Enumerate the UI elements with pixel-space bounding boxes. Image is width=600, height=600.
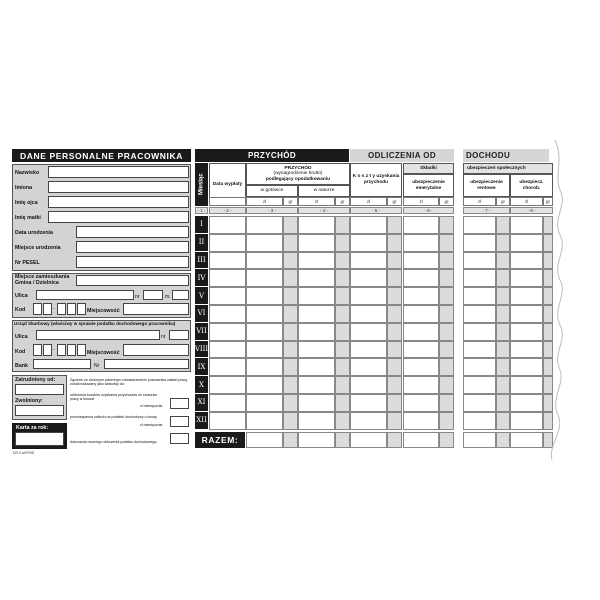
table-cell[interactable] bbox=[209, 323, 246, 341]
table-cell[interactable] bbox=[403, 412, 439, 430]
table-cell[interactable] bbox=[350, 269, 387, 287]
month-label: VIII bbox=[195, 341, 208, 358]
table-cell[interactable] bbox=[350, 287, 387, 305]
torn-edge bbox=[530, 140, 600, 460]
table-cell[interactable] bbox=[298, 234, 335, 252]
tax-postal-d2[interactable] bbox=[43, 344, 52, 356]
table-cell[interactable] bbox=[209, 376, 246, 394]
col-number-7: - 7 - bbox=[463, 207, 510, 214]
table-cell[interactable] bbox=[246, 341, 283, 359]
table-cell[interactable] bbox=[209, 341, 246, 359]
hired-field[interactable] bbox=[15, 384, 64, 395]
table-cell[interactable] bbox=[246, 376, 283, 394]
table-cell[interactable] bbox=[350, 252, 387, 270]
month-label: XII bbox=[195, 412, 208, 429]
income-header-line1: PRZYCHÓD bbox=[284, 165, 312, 171]
col-number-6: - 6 - bbox=[403, 207, 454, 214]
table-cell[interactable] bbox=[387, 305, 402, 323]
card-year-label: Karta za rok: bbox=[16, 425, 49, 431]
table-cell[interactable] bbox=[335, 287, 350, 305]
personal-field-input[interactable] bbox=[48, 181, 189, 193]
tax-postal-code-label: Kod bbox=[15, 349, 26, 355]
table-cell[interactable] bbox=[209, 216, 246, 234]
month-label: III bbox=[195, 252, 208, 269]
unit-zl: zł bbox=[298, 197, 335, 206]
table-cell[interactable] bbox=[463, 358, 496, 376]
postal-code-d2[interactable] bbox=[43, 303, 52, 315]
table-cell[interactable] bbox=[283, 252, 298, 270]
table-cell[interactable] bbox=[439, 323, 454, 341]
table-cell[interactable] bbox=[209, 358, 246, 376]
table-cell[interactable] bbox=[496, 252, 510, 270]
table-cell[interactable] bbox=[209, 412, 246, 430]
card-year-field[interactable] bbox=[15, 432, 64, 446]
table-cell[interactable] bbox=[439, 234, 454, 252]
table-cell[interactable] bbox=[387, 287, 402, 305]
postal-code-d5[interactable] bbox=[77, 303, 86, 315]
disability-header: ubezpieczenie rentowe bbox=[463, 174, 510, 197]
form-code: DR-3 a/KP/08 bbox=[13, 451, 34, 455]
tax-postal-dash: - bbox=[53, 347, 55, 353]
table-cell[interactable] bbox=[298, 269, 335, 287]
personal-field-label: Data urodzenia bbox=[15, 230, 53, 236]
table-cell[interactable] bbox=[246, 234, 283, 252]
table-cell[interactable] bbox=[350, 341, 387, 359]
total-cell[interactable] bbox=[246, 432, 283, 448]
table-cell[interactable] bbox=[246, 287, 283, 305]
address-heading-1: Miejsce zamieszkania bbox=[15, 274, 70, 280]
razem-label: RAZEM: bbox=[195, 432, 245, 448]
table-cell[interactable] bbox=[283, 412, 298, 430]
hired-label: Zatrudniony od: bbox=[15, 377, 56, 383]
month-label: V bbox=[195, 287, 208, 304]
declaration-3-checkbox[interactable] bbox=[170, 416, 189, 427]
declaration-2-suffix: zł miesięcznie, bbox=[140, 404, 164, 408]
table-cell[interactable] bbox=[298, 252, 335, 270]
declaration-1: Zgodnie ze złożonym pisemnym oświadczeniem pracownika zakład pracy został wskazany jako właściwy do: bbox=[70, 378, 188, 387]
tax-office-heading: Urząd Skarbowy (właściwy w sprawie podatku dochodowego pracownika) bbox=[14, 321, 176, 326]
table-cell[interactable] bbox=[496, 341, 510, 359]
total-cell[interactable] bbox=[463, 432, 496, 448]
table-cell[interactable] bbox=[335, 269, 350, 287]
col-number-5: - 5 - bbox=[350, 207, 402, 214]
table-cell[interactable] bbox=[335, 252, 350, 270]
table-cell[interactable] bbox=[335, 376, 350, 394]
table-cell[interactable] bbox=[350, 216, 387, 234]
street-field[interactable] bbox=[36, 290, 134, 300]
table-cell[interactable] bbox=[403, 216, 439, 234]
table-cell[interactable] bbox=[283, 305, 298, 323]
personal-field-label: Imię matki bbox=[15, 215, 41, 221]
table-cell[interactable] bbox=[350, 394, 387, 412]
table-cell[interactable] bbox=[403, 376, 439, 394]
city-label: Miejscowość bbox=[87, 308, 120, 314]
total-cell[interactable] bbox=[283, 432, 298, 448]
table-cell[interactable] bbox=[335, 358, 350, 376]
month-label: II bbox=[195, 234, 208, 251]
table-cell[interactable] bbox=[335, 234, 350, 252]
table-cell[interactable] bbox=[209, 394, 246, 412]
table-cell[interactable] bbox=[283, 216, 298, 234]
tax-nr-field[interactable] bbox=[169, 330, 189, 340]
social-insurance-header: ubezpieczeń społecznych bbox=[463, 163, 553, 174]
month-label: IX bbox=[195, 358, 208, 375]
table-cell[interactable] bbox=[387, 234, 402, 252]
table-cell[interactable] bbox=[387, 394, 402, 412]
table-cell[interactable] bbox=[209, 305, 246, 323]
contributions-header: Składki bbox=[403, 163, 454, 174]
table-cell[interactable] bbox=[463, 341, 496, 359]
table-cell[interactable] bbox=[463, 216, 496, 234]
postal-code-d4[interactable] bbox=[67, 303, 76, 315]
house-nr-label: nr bbox=[135, 294, 140, 300]
table-cell[interactable] bbox=[350, 376, 387, 394]
table-cell[interactable] bbox=[439, 341, 454, 359]
flat-field[interactable] bbox=[172, 290, 189, 300]
personal-data-title: DANE PERSONALNE PRACOWNIKA bbox=[12, 149, 191, 162]
table-cell[interactable] bbox=[246, 269, 283, 287]
month-label: IV bbox=[195, 269, 208, 286]
table-cell[interactable] bbox=[209, 234, 246, 252]
table-cell[interactable] bbox=[439, 412, 454, 430]
table-cell[interactable] bbox=[403, 394, 439, 412]
tax-postal-d5[interactable] bbox=[77, 344, 86, 356]
declaration-2: odliczenia kosztów uzyskania przychodów ze stosunku pracy w kwocie bbox=[70, 393, 158, 402]
table-cell[interactable] bbox=[283, 394, 298, 412]
unit-gr: gr bbox=[283, 197, 298, 206]
table-cell[interactable] bbox=[403, 358, 439, 376]
table-cell[interactable] bbox=[246, 252, 283, 270]
postal-code-label: Kod bbox=[15, 307, 26, 313]
unit-zl: zł bbox=[246, 197, 283, 206]
bank-field[interactable] bbox=[33, 359, 91, 369]
table-cell[interactable] bbox=[439, 376, 454, 394]
table-cell[interactable] bbox=[439, 394, 454, 412]
month-header: Miesiąc bbox=[195, 163, 208, 206]
bank-label: Bank bbox=[15, 363, 28, 369]
table-cell[interactable] bbox=[209, 287, 246, 305]
cash-header: w gotówce bbox=[246, 185, 298, 197]
table-cell[interactable] bbox=[298, 216, 335, 234]
city-field[interactable] bbox=[123, 303, 189, 315]
postal-code-dash: - bbox=[53, 306, 55, 312]
total-cell[interactable] bbox=[496, 432, 510, 448]
table-cell[interactable] bbox=[298, 358, 335, 376]
table-cell[interactable] bbox=[246, 412, 283, 430]
costs-header: K o s z t y uzyskania przychodu bbox=[350, 163, 402, 197]
total-cell[interactable] bbox=[350, 432, 387, 448]
table-cell[interactable] bbox=[283, 376, 298, 394]
bank-nr-label: Nr bbox=[94, 363, 100, 369]
col-number-4: - 4 - bbox=[298, 207, 350, 214]
total-cell[interactable] bbox=[403, 432, 439, 448]
unit-zl: zł bbox=[350, 197, 387, 206]
unit-cell bbox=[209, 197, 246, 206]
total-cell[interactable] bbox=[335, 432, 350, 448]
table-cell[interactable] bbox=[335, 394, 350, 412]
personal-field-input[interactable] bbox=[48, 211, 189, 223]
personal-field-input[interactable] bbox=[76, 226, 189, 238]
month-label: VI bbox=[195, 305, 208, 322]
table-cell[interactable] bbox=[439, 216, 454, 234]
table-cell[interactable] bbox=[403, 269, 439, 287]
tax-nr-label: nr bbox=[161, 334, 166, 340]
table-cell[interactable] bbox=[463, 376, 496, 394]
table-cell[interactable] bbox=[387, 269, 402, 287]
table-cell[interactable] bbox=[298, 287, 335, 305]
table-cell[interactable] bbox=[403, 305, 439, 323]
personal-field-label: Imiona bbox=[15, 185, 33, 191]
table-cell[interactable] bbox=[387, 341, 402, 359]
table-cell[interactable] bbox=[496, 376, 510, 394]
declaration-3-suffix: zł miesięcznie, bbox=[140, 423, 164, 427]
table-cell[interactable] bbox=[298, 394, 335, 412]
table-cell[interactable] bbox=[335, 412, 350, 430]
declaration-3: pomniejszenia zaliczki na podatek dochodowy o kwotę bbox=[70, 415, 157, 419]
tax-postal-d1[interactable] bbox=[33, 344, 42, 356]
bank-account-field[interactable] bbox=[104, 359, 189, 369]
przychod-header: PRZYCHÓD bbox=[195, 149, 349, 162]
income-header-line3: podlegający opodatkowaniu bbox=[265, 176, 331, 182]
table-cell[interactable] bbox=[246, 323, 283, 341]
table-cell[interactable] bbox=[246, 305, 283, 323]
house-nr-field[interactable] bbox=[143, 290, 163, 300]
table-cell[interactable] bbox=[496, 287, 510, 305]
table-cell[interactable] bbox=[335, 341, 350, 359]
personal-field-label: Nazwisko bbox=[15, 170, 40, 176]
postal-code-d1[interactable] bbox=[33, 303, 42, 315]
table-cell[interactable] bbox=[335, 216, 350, 234]
table-cell[interactable] bbox=[387, 358, 402, 376]
month-label: XI bbox=[195, 394, 208, 411]
unit-zl: zł bbox=[463, 197, 496, 206]
declaration-2-checkbox[interactable] bbox=[170, 398, 189, 409]
unit-zl: zł bbox=[510, 197, 543, 206]
payment-date-header: Data wypłaty bbox=[209, 163, 246, 206]
fired-field[interactable] bbox=[15, 405, 64, 416]
pension-header: ubezpieczenie emerytalne bbox=[403, 174, 454, 197]
total-cell[interactable] bbox=[387, 432, 402, 448]
personal-field-label: Nr PESEL bbox=[15, 260, 40, 266]
address-heading-2: Gmina / Dzielnica bbox=[15, 280, 59, 286]
table-cell[interactable] bbox=[387, 412, 402, 430]
income-header-line2: (wynagrodzenie brutto) bbox=[273, 171, 323, 177]
table-cell[interactable] bbox=[350, 305, 387, 323]
flat-label: m. bbox=[165, 294, 171, 300]
table-cell[interactable] bbox=[439, 252, 454, 270]
dochodu-header: DOCHODU bbox=[463, 149, 549, 162]
unit-gr: gr bbox=[335, 197, 350, 206]
unit-zl: zł bbox=[403, 197, 439, 206]
table-cell[interactable] bbox=[283, 323, 298, 341]
odliczenia-header: ODLICZENIA OD bbox=[350, 149, 454, 162]
col-number-3: - 3 - bbox=[246, 207, 298, 214]
income-header bbox=[246, 163, 350, 185]
tax-city-field[interactable] bbox=[123, 344, 189, 356]
table-cell[interactable] bbox=[246, 394, 283, 412]
table-cell[interactable] bbox=[283, 234, 298, 252]
col-number-8: - 8 - bbox=[510, 207, 553, 214]
table-cell[interactable] bbox=[463, 412, 496, 430]
table-cell[interactable] bbox=[209, 269, 246, 287]
table-cell[interactable] bbox=[439, 287, 454, 305]
table-cell[interactable] bbox=[298, 412, 335, 430]
total-cell[interactable] bbox=[298, 432, 335, 448]
table-cell[interactable] bbox=[463, 287, 496, 305]
tax-city-label: Miejscowość bbox=[87, 350, 120, 356]
tax-postal-d4[interactable] bbox=[67, 344, 76, 356]
personal-field-label: Imię ojca bbox=[15, 200, 38, 206]
table-cell[interactable] bbox=[403, 287, 439, 305]
table-cell[interactable] bbox=[496, 323, 510, 341]
table-cell[interactable] bbox=[387, 216, 402, 234]
table-cell[interactable] bbox=[403, 323, 439, 341]
table-cell[interactable] bbox=[463, 394, 496, 412]
col-number-1: - 1 - bbox=[195, 207, 208, 214]
postal-code-d3[interactable] bbox=[57, 303, 66, 315]
total-cell[interactable] bbox=[439, 432, 454, 448]
personal-field-input[interactable] bbox=[48, 166, 189, 178]
street-label: Ulica bbox=[15, 293, 28, 299]
month-label: I bbox=[195, 216, 208, 233]
table-cell[interactable] bbox=[298, 323, 335, 341]
table-cell[interactable] bbox=[439, 305, 454, 323]
table-cell[interactable] bbox=[335, 323, 350, 341]
table-cell[interactable] bbox=[209, 252, 246, 270]
table-cell[interactable] bbox=[439, 358, 454, 376]
table-cell[interactable] bbox=[298, 305, 335, 323]
table-cell[interactable] bbox=[496, 234, 510, 252]
table-cell[interactable] bbox=[463, 252, 496, 270]
table-cell[interactable] bbox=[403, 252, 439, 270]
tax-street-field[interactable] bbox=[36, 330, 160, 340]
month-label: VII bbox=[195, 323, 208, 340]
table-cell[interactable] bbox=[439, 269, 454, 287]
sickness-header: ubezpiecz. chorob. bbox=[510, 174, 553, 197]
table-cell[interactable] bbox=[350, 358, 387, 376]
table-cell[interactable] bbox=[350, 323, 387, 341]
table-cell[interactable] bbox=[335, 305, 350, 323]
table-cell[interactable] bbox=[350, 234, 387, 252]
unit-gr: gr bbox=[496, 197, 510, 206]
table-cell[interactable] bbox=[403, 341, 439, 359]
table-cell[interactable] bbox=[246, 358, 283, 376]
table-cell[interactable] bbox=[463, 305, 496, 323]
month-label: X bbox=[195, 376, 208, 393]
personal-field-label: Miejsce urodzenia bbox=[15, 245, 61, 251]
table-cell[interactable] bbox=[283, 269, 298, 287]
declaration-4: dokonania rocznego obliczenia podatku dochodowego. bbox=[70, 440, 158, 444]
unit-gr: gr bbox=[439, 197, 454, 206]
fired-label: Zwolniony: bbox=[15, 398, 43, 404]
table-cell[interactable] bbox=[387, 376, 402, 394]
table-cell[interactable] bbox=[246, 216, 283, 234]
table-cell[interactable] bbox=[298, 341, 335, 359]
col-number-2: - 2 - bbox=[209, 207, 246, 214]
table-cell[interactable] bbox=[496, 358, 510, 376]
tax-postal-d3[interactable] bbox=[57, 344, 66, 356]
table-cell[interactable] bbox=[283, 287, 298, 305]
table-cell[interactable] bbox=[496, 216, 510, 234]
table-cell[interactable] bbox=[283, 358, 298, 376]
table-cell[interactable] bbox=[463, 323, 496, 341]
declaration-4-checkbox[interactable] bbox=[170, 433, 189, 444]
unit-gr: gr bbox=[387, 197, 402, 206]
table-cell[interactable] bbox=[387, 252, 402, 270]
personal-field-input[interactable] bbox=[76, 241, 189, 253]
unit-gr: gr bbox=[543, 197, 553, 206]
table-cell[interactable] bbox=[387, 323, 402, 341]
table-cell[interactable] bbox=[496, 305, 510, 323]
table-cell[interactable] bbox=[298, 376, 335, 394]
tax-street-label: Ulica bbox=[15, 334, 28, 340]
table-cell[interactable] bbox=[350, 412, 387, 430]
table-cell[interactable] bbox=[496, 412, 510, 430]
personal-field-input[interactable] bbox=[48, 196, 189, 208]
gmina-field[interactable] bbox=[76, 275, 189, 286]
table-cell[interactable] bbox=[463, 269, 496, 287]
in-kind-header: w naturze bbox=[298, 185, 350, 197]
table-cell[interactable] bbox=[463, 234, 496, 252]
table-cell[interactable] bbox=[283, 341, 298, 359]
table-cell[interactable] bbox=[496, 269, 510, 287]
table-cell[interactable] bbox=[496, 394, 510, 412]
table-cell[interactable] bbox=[403, 234, 439, 252]
personal-field-input[interactable] bbox=[76, 256, 189, 268]
